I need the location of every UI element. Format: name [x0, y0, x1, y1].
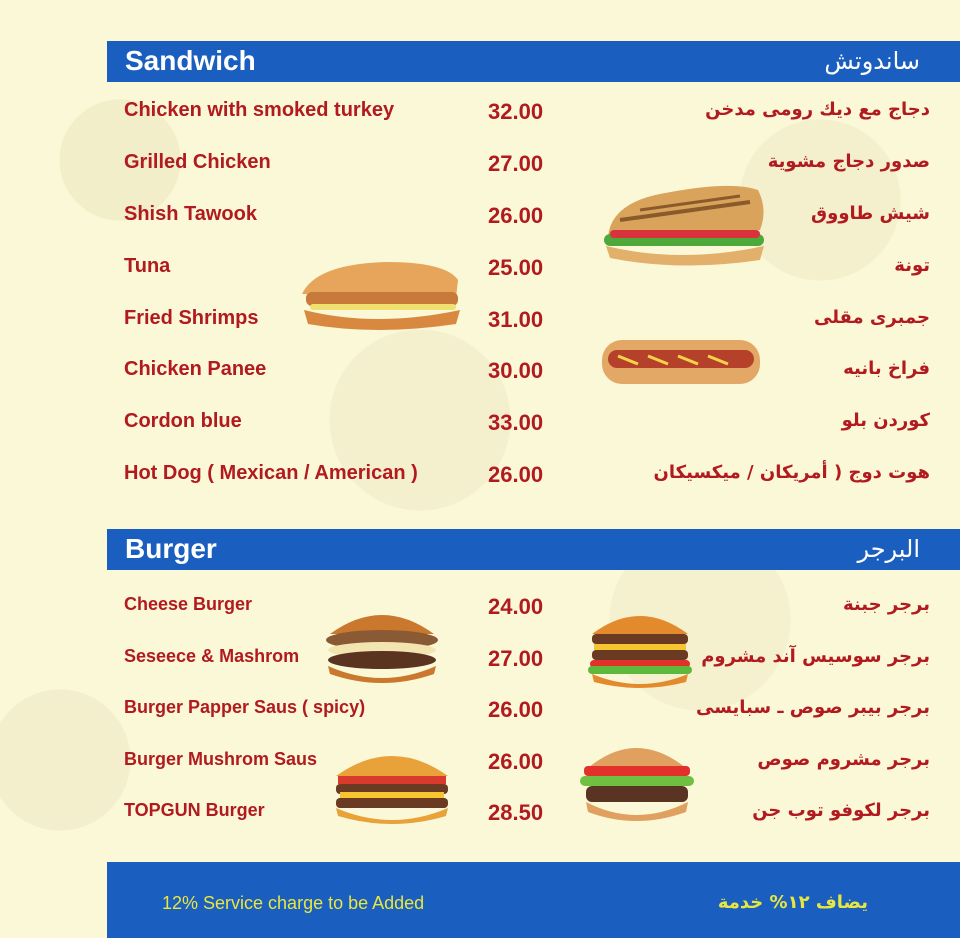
- sandwich-section-header: [107, 41, 960, 82]
- menu-row: [0, 594, 960, 624]
- menu-row: [0, 410, 960, 440]
- menu-row: [0, 800, 960, 830]
- item-name: TOPGUN Burger: [124, 800, 265, 820]
- item-name: Chicken Panee: [124, 358, 267, 380]
- item-price: 32.00: [488, 99, 544, 124]
- menu-row: [0, 307, 960, 337]
- footer-banner: [107, 862, 960, 938]
- menu-row: [0, 255, 960, 285]
- item-price: 30.00: [488, 358, 544, 383]
- item-name-arabic: تونة: [894, 255, 930, 276]
- item-name: Burger Mushrom Saus: [124, 749, 318, 769]
- item-name: Tuna: [124, 255, 171, 277]
- sandwich-title-arabic: ساندوتش: [824, 47, 920, 75]
- item-name: Cheese Burger: [124, 594, 253, 614]
- item-name-arabic: دجاج مع ديك رومى مدخن: [705, 99, 930, 120]
- item-price: 24.00: [488, 594, 544, 619]
- item-name-arabic: جمبرى مقلى: [813, 307, 930, 328]
- burger-title: Burger: [125, 533, 217, 564]
- mushroom-burger-image: [322, 600, 442, 686]
- menu-row: [0, 99, 960, 129]
- item-name-arabic: برجر مشروم صوص: [757, 749, 930, 770]
- item-price: 27.00: [488, 151, 544, 176]
- lettuce-tomato-burger-image: [578, 732, 696, 830]
- item-name: Cordon blue: [124, 410, 242, 432]
- cheeseburger-image: [330, 742, 454, 826]
- item-name: Grilled Chicken: [124, 151, 271, 173]
- item-name-arabic: صدور دجاج مشوية: [767, 151, 930, 172]
- item-price: 26.00: [488, 749, 544, 774]
- hot-dog-sub-image: [598, 334, 764, 390]
- item-price: 25.00: [488, 255, 544, 280]
- breaded-sub-sandwich-image: [296, 258, 466, 334]
- item-name-arabic: برجر جبنة: [843, 594, 930, 615]
- menu-row: [0, 646, 960, 676]
- menu-row: [0, 462, 960, 492]
- item-name-arabic: كوردن بلو: [841, 410, 930, 431]
- item-price: 26.00: [488, 203, 544, 228]
- item-price: 26.00: [488, 462, 544, 487]
- item-name-arabic: هوت دوج ( أمريكان / ميكسيكان: [653, 462, 930, 483]
- service-charge-note-arabic: يضاف ١٢% خدمة: [717, 892, 868, 913]
- item-name-arabic: برجر بيبر صوص ـ سبايسى: [696, 697, 930, 718]
- service-charge-note: 12% Service charge to be Added: [162, 893, 425, 913]
- item-name: Fried Shrimps: [124, 307, 259, 329]
- item-name: Burger Papper Saus ( spicy): [124, 697, 366, 717]
- item-name: Shish Tawook: [124, 203, 257, 225]
- item-price: 28.50: [488, 800, 544, 825]
- menu-row: [0, 151, 960, 181]
- item-price: 26.00: [488, 697, 544, 722]
- item-price: 27.00: [488, 646, 544, 671]
- item-name-arabic: شيش طاووق: [811, 203, 930, 224]
- burger-title-arabic: البرجر: [857, 535, 920, 563]
- item-name-arabic: فراخ بانيه: [843, 358, 930, 379]
- burger-section-header: [107, 529, 960, 570]
- item-price: 33.00: [488, 410, 544, 435]
- double-burger-image: [586, 604, 694, 690]
- menu-row: [0, 697, 960, 727]
- grilled-sub-sandwich-image: [600, 180, 768, 272]
- menu-row: [0, 358, 960, 388]
- item-name: Chicken with smoked turkey: [124, 99, 395, 121]
- menu-row: [0, 749, 960, 779]
- menu-row: [0, 203, 960, 233]
- item-name: Seseece & Mashrom: [124, 646, 300, 666]
- item-name: Hot Dog ( Mexican / American ): [124, 462, 418, 484]
- item-name-arabic: برجر سوسيس آند مشروم: [701, 646, 930, 667]
- sandwich-title: Sandwich: [125, 45, 256, 76]
- item-price: 31.00: [488, 307, 544, 332]
- item-name-arabic: برجر لكوفو توب جن: [752, 800, 930, 821]
